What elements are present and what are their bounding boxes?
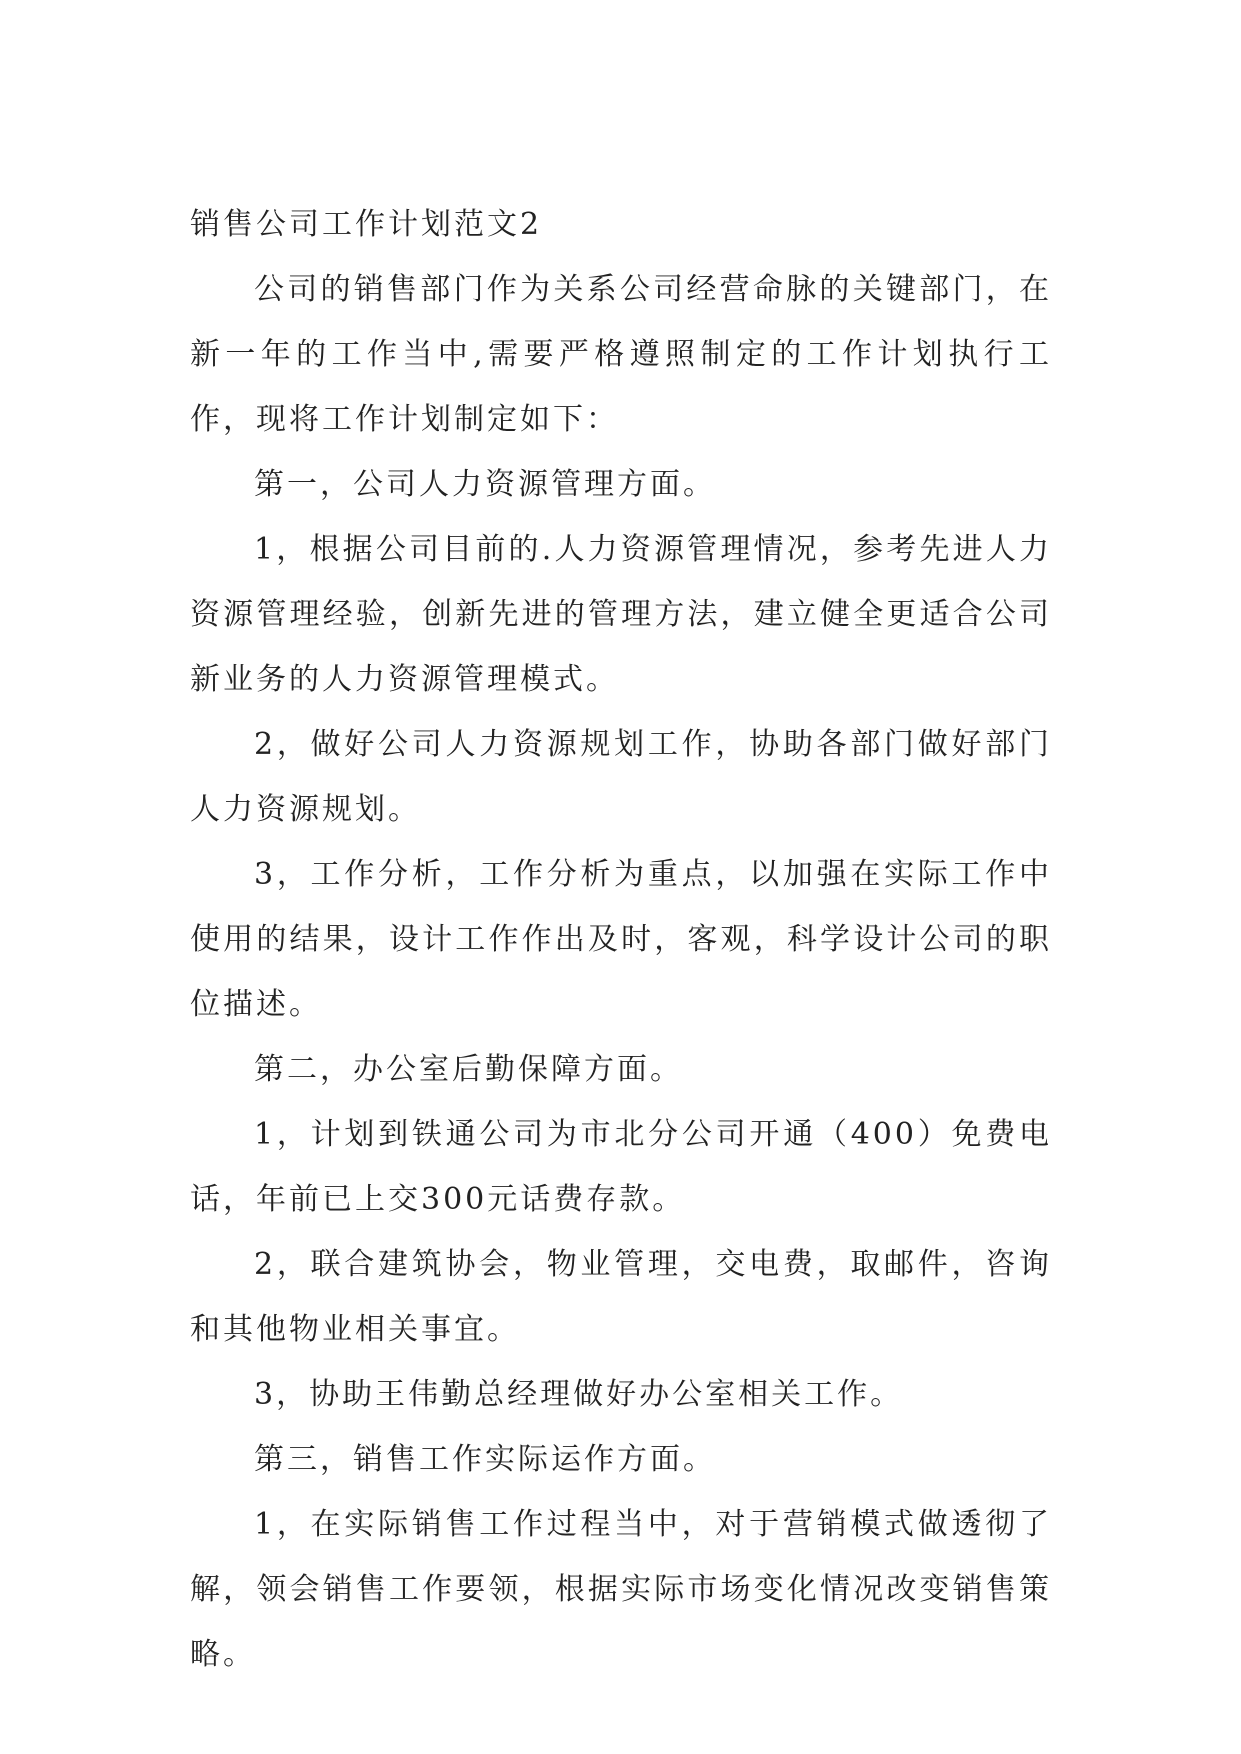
paragraph-hr-1: 1，根据公司目前的.人力资源管理情况，参考先进人力资源管理经验，创新先进的管理方法，建立健全更适合公司新业务的人力资源管理模式。 — [190, 532, 1052, 697]
paragraph-hr-3: 3，工作分析，工作分析为重点，以加强在实际工作中使用的结果，设计工作作出及时，客观，科学设计公司的职位描述。 — [190, 857, 1052, 1022]
document-title: 销售公司工作计划范文2 — [190, 207, 543, 242]
section-heading-office: 第二，办公室后勤保障方面。 — [254, 1052, 683, 1087]
paragraph-intro: 公司的销售部门作为关系公司经营命脉的关键部门，在新一年的工作当中,需要严格遵照制定的工作计划执行工作，现将工作计划制定如下： — [190, 272, 1052, 437]
document-page — [190, 192, 1052, 1687]
paragraph-office-1: 1，计划到铁通公司为市北分公司开通（400）免费电话，年前已上交300元话费存款。 — [190, 1117, 1052, 1217]
section-heading-hr: 第一，公司人力资源管理方面。 — [254, 467, 716, 502]
section-heading-sales: 第三，销售工作实际运作方面。 — [254, 1442, 716, 1477]
paragraph-office-3: 3，协助王伟勤总经理做好办公室相关工作。 — [254, 1377, 904, 1412]
paragraph-hr-2: 2，做好公司人力资源规划工作，协助各部门做好部门人力资源规划。 — [190, 727, 1052, 827]
paragraph-sales-1: 1，在实际销售工作过程当中，对于营销模式做透彻了解，领会销售工作要领，根据实际市场变化情况改变销售策略。 — [190, 1507, 1052, 1672]
paragraph-office-2: 2，联合建筑协会，物业管理，交电费，取邮件，咨询和其他物业相关事宜。 — [190, 1247, 1052, 1347]
